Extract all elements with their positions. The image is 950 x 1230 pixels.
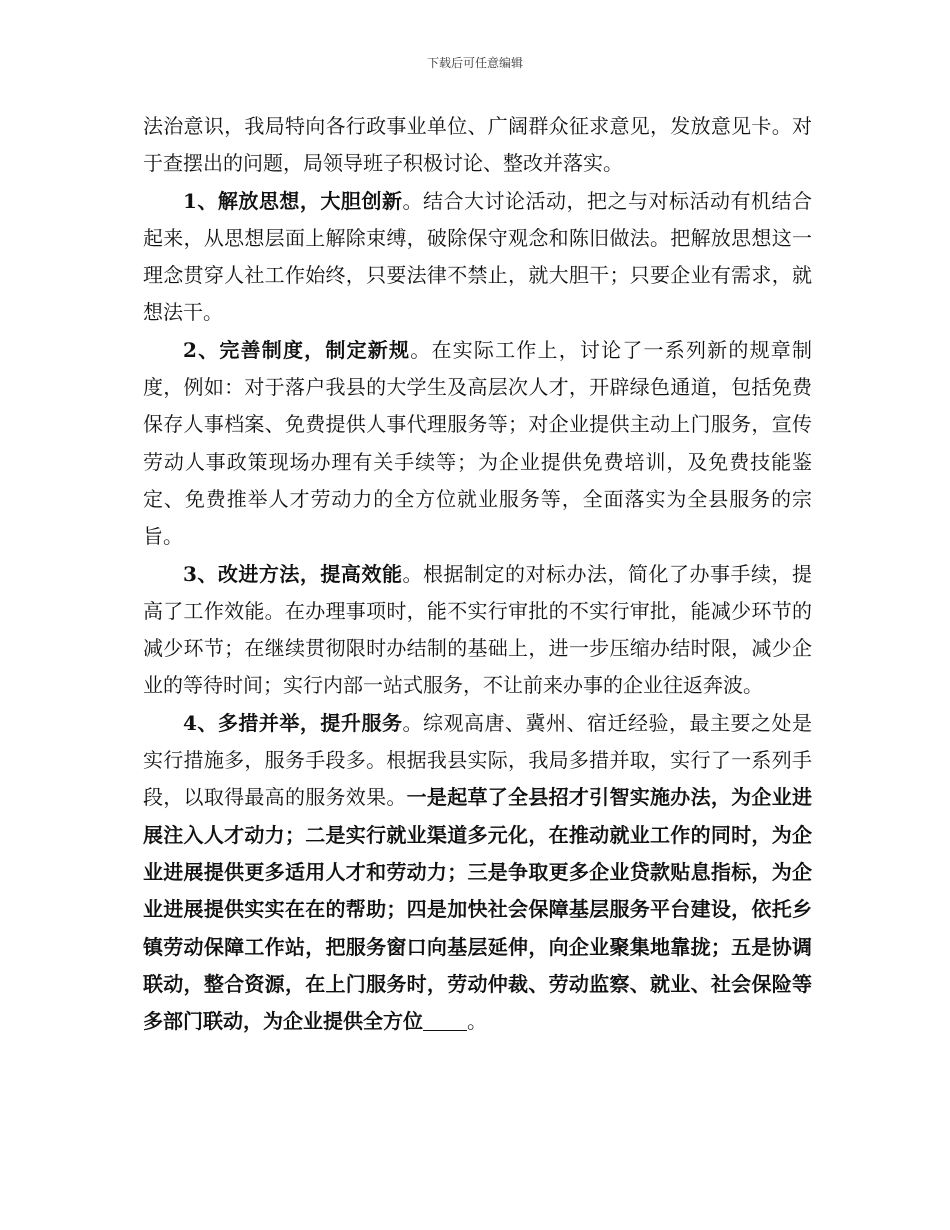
item-1-body: 。结合大讨论活动，把之与对标活动有机结合起来，从思想层面上解除束缚，破除保守观念和陈旧做法。把解放思想这一理念贯穿人社工作始终，只要法律不禁止，就大胆干；只要企业有需求，就想法干。 xyxy=(143,188,813,325)
document-body xyxy=(143,108,812,1040)
item-4-bold-body: 一是起草了全县招才引智实施办法，为企业进展注入人才动力；二是实行就业渠道多元化，在推动就业工作的同时，为企业进展提供更多适用人才和劳动力；三是争取更多企业贷款贴息指标，为企业进展提供实实在在的帮助；四是加快社会保障基层服务平台建设，依托乡镇劳动保障工作站，把服务窗口向基层延伸，向企业聚集地靠拢；五是协调联动，整合资源，在上门服务时，劳动仲裁、劳动监察、就业、社会保险等多部门联动，为企业提供全方位 xyxy=(143,785,812,1034)
item-4-paragraph xyxy=(143,705,812,1041)
intro-paragraph: 法治意识，我局特向各行政事业单位、广阔群众征求意见，发放意见卡。对于查摆出的问题，局领导班子积极讨论、整改并落实。 xyxy=(143,114,812,176)
page-header: 下载后可任意编辑 xyxy=(426,56,523,70)
item-3-paragraph xyxy=(143,556,812,705)
item-4-title: 4、多措并举，提升服务 xyxy=(183,710,403,735)
item-4-body: 。综观高唐、冀州、宿迁经验，最主要之处是实行措施多，服务手段多。根据我县实际，我局多措并取，实行了一系列手段，以取得最高的服务效果。 xyxy=(143,710,813,810)
item-4-tail: 。 xyxy=(467,1009,487,1034)
item-2-title: 2、完善制度，制定新规 xyxy=(183,337,411,362)
fill-blank xyxy=(423,1010,467,1031)
item-3-title: 3、改进方法，提高效能 xyxy=(183,561,403,586)
item-1-title: 1、解放思想，大胆创新 xyxy=(183,188,403,213)
item-3-body: 。根据制定的对标办法，简化了办事手续，提高了工作效能。在办理事项时，能不实行审批的不实行审批，能减少环节的减少环节；在继续贯彻限时办结制的基础上，进一步压缩办结时限，减少企业的等待时间；实行内部一站式服务，不让前来办事的企业往返奔波。 xyxy=(143,561,813,698)
item-2-body: 。在实际工作上，讨论了一系列新的规章制度，例如：对于落户我县的大学生及高层次人才，开辟绿色通道，包括免费保存人事档案、免费提供人事代理服务等；对企业提供主动上门服务，宣传劳动人事政策现场办理有关手续等；为企业提供免费培训，及免费技能鉴定、免费推举人才劳动力的全方位就业服务等，全面落实为全县服务的宗旨。 xyxy=(143,337,813,549)
item-1-paragraph xyxy=(143,183,812,332)
item-2-paragraph xyxy=(143,332,812,556)
